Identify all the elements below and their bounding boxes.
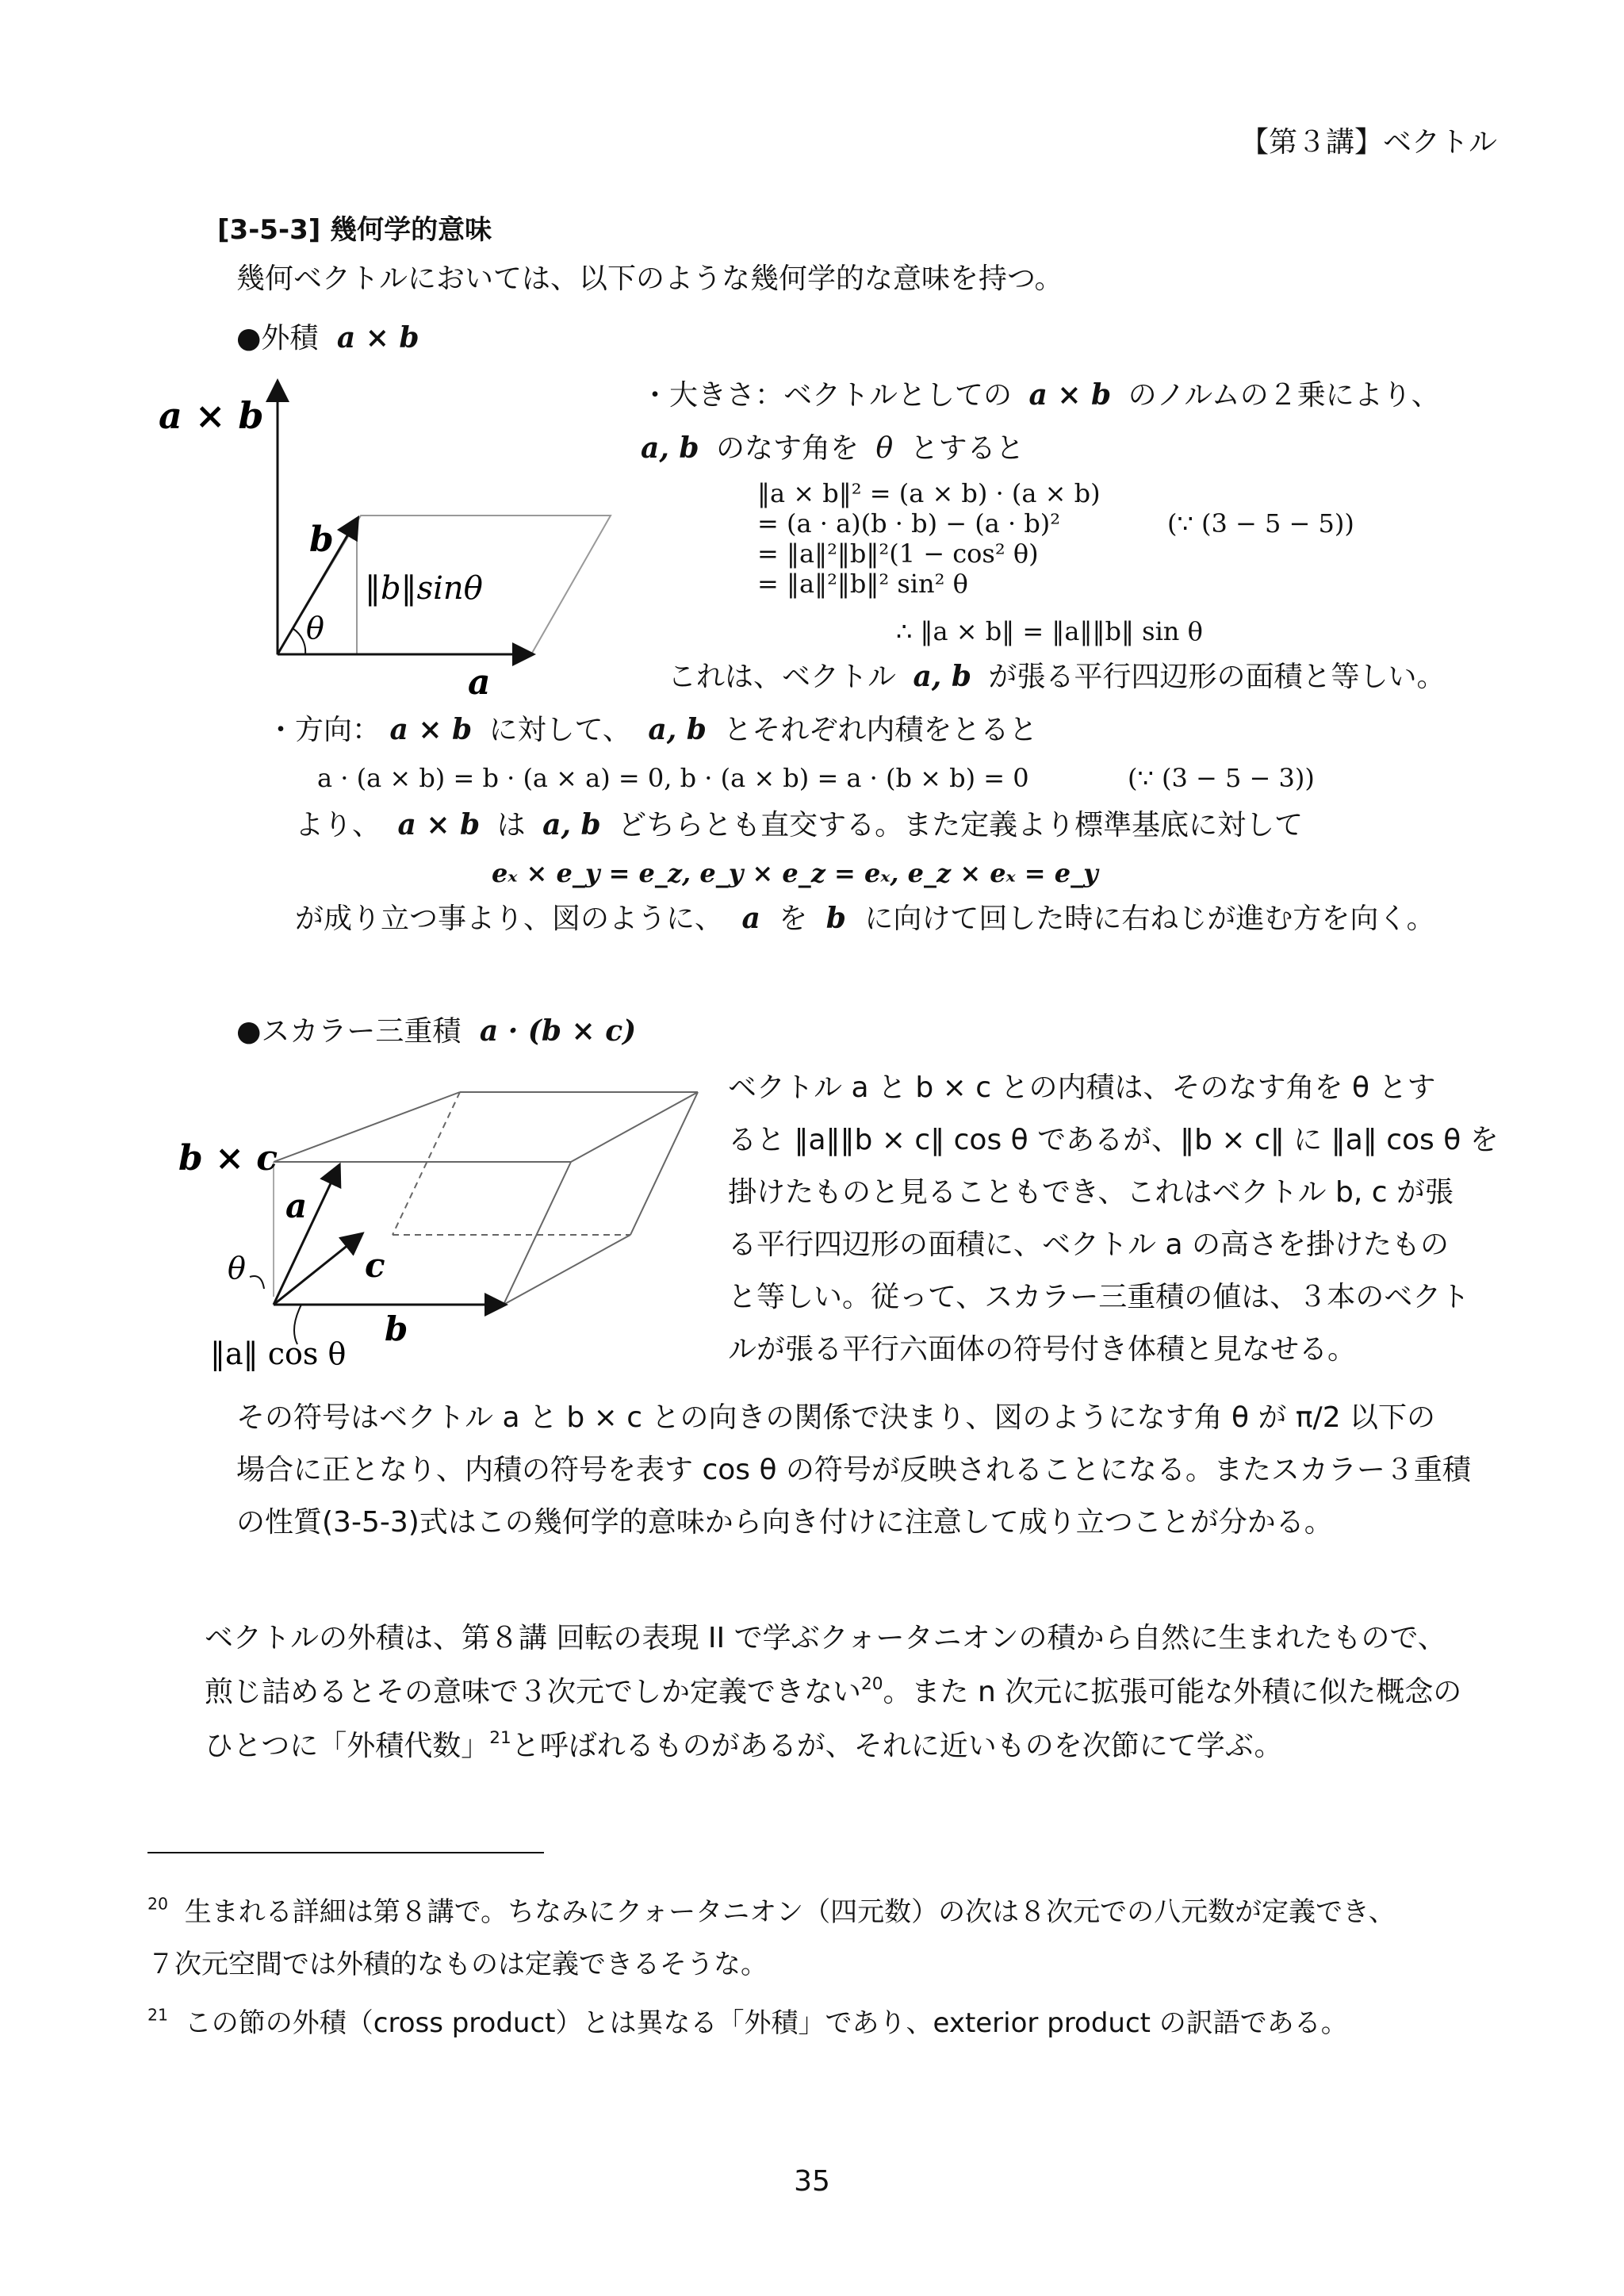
closing-l2-pre: 煎じ詰めるとその意味で３次元でしか定義できない xyxy=(205,1676,862,1708)
screw-b: b xyxy=(825,902,846,935)
triple-line-4: る平行四辺形の面積に、ベクトル a の高さを掛けたもの xyxy=(728,1228,1449,1261)
footnote-21-line-1: この節の外積（cross product）とは異なる「外積」であり、exterior product の訳語である。 xyxy=(184,2007,1348,2039)
orth-mid: は xyxy=(496,809,526,841)
triple-line-5: と等しい。従って、スカラー三重積の値は、３本のベクト xyxy=(728,1281,1470,1313)
fig-a-label: a xyxy=(468,662,491,703)
edge xyxy=(274,1092,460,1162)
closing-line-3 xyxy=(205,1727,1283,1762)
fig-theta-label: θ xyxy=(228,1251,246,1286)
area-pre: これは、ベクトル xyxy=(668,661,897,693)
fig-acos-label: ‖a‖ cos θ xyxy=(210,1336,347,1371)
basis-equation: eₓ × e_y = e_z, e_y × e_z = eₓ, e_z × eₓ = e_y xyxy=(492,858,1098,888)
angle-line xyxy=(641,432,1025,465)
triple-product-figure xyxy=(170,1091,710,1384)
area-post: が張る平行四辺形の面積と等しい。 xyxy=(988,661,1446,693)
screw-a: a xyxy=(741,902,760,935)
theta-pointer xyxy=(250,1276,264,1289)
dot-equation-ref: (∵ (3 − 5 − 3)) xyxy=(1128,763,1315,793)
fig-height-label: ‖b‖sinθ xyxy=(365,570,483,607)
cross-product-figure xyxy=(151,361,626,710)
fig-axb-label: a × b xyxy=(159,394,264,437)
dir-vars: a, b xyxy=(648,713,707,746)
fig-c-label: c xyxy=(365,1246,385,1285)
section-number: [3-5-3] xyxy=(217,214,321,246)
triple-bullet xyxy=(236,1015,636,1048)
orth-line xyxy=(295,809,1303,841)
eq-line-4: = ‖a‖²‖b‖² sin² θ xyxy=(757,569,968,599)
section-title: 幾何学的意味 xyxy=(330,214,492,246)
closing-line-2 xyxy=(205,1673,1462,1708)
fig-theta-label: θ xyxy=(306,611,324,646)
screw-wo: を xyxy=(779,903,808,935)
triple-line-3: 掛けたものと見ることもでき、これはベクトル b, c が張 xyxy=(728,1176,1454,1209)
sign-line-1: その符号はベクトル a と b × c との向きの関係で決まり、図のようになす角 θ が π/2 以下の xyxy=(236,1401,1436,1434)
chapter-header: 【第３講】ベクトル xyxy=(1239,126,1497,159)
intro-text: 幾何ベクトルにおいては、以下のような幾何学的な意味を持つ。 xyxy=(236,263,1063,295)
section-heading xyxy=(217,208,492,247)
orth-expr: a × b xyxy=(397,808,481,841)
eq-line-5: ∴ ‖a × b‖ = ‖a‖‖b‖ sin θ xyxy=(896,616,1203,646)
footnote-21-number: 21 xyxy=(147,2005,168,2025)
closing-l3-post: と呼ばれるものがあるが、それに近いものを次節にて学ぶ。 xyxy=(511,1730,1283,1762)
fig-bxc-label: b × c xyxy=(178,1138,278,1179)
cross-bullet xyxy=(236,322,419,355)
footnote-20-number: 20 xyxy=(147,1894,168,1914)
area-vars: a, b xyxy=(913,660,972,693)
footnote-21 xyxy=(147,2005,1348,2039)
angle-mid: のなす角を xyxy=(716,432,860,465)
footnote-20-line-2: ７次元空間では外積的なものは定義できるそうな。 xyxy=(147,1949,768,1980)
triple-bullet-expr: a · (b × c) xyxy=(479,1014,637,1048)
fig-a-label: a xyxy=(285,1186,308,1225)
eq-line-2-ref: (∵ (3 − 5 − 5)) xyxy=(1167,508,1354,539)
edge xyxy=(504,1235,630,1305)
triple-line-2: ると ‖a‖‖b × c‖ cos θ であるが、‖b × c‖ に ‖a‖ cos θ を xyxy=(728,1124,1499,1156)
fig-b-label: b xyxy=(385,1309,408,1348)
sign-line-3: の性質(3-5-3)式はこの幾何学的意味から向き付けに注意して成り立つことが分かる。 xyxy=(236,1506,1333,1539)
fig-b-label: b xyxy=(309,519,334,560)
eq-line-3: = ‖a‖²‖b‖²(1 − cos² θ) xyxy=(757,539,1039,569)
footnote-20-line-1: 生まれる詳細は第８講で。ちなみにクォータニオン（四元数）の次は８次元での八元数が定義でき、 xyxy=(184,1896,1396,1928)
angle-vars: a, b xyxy=(641,431,699,465)
dir-line xyxy=(266,714,1037,746)
eq-line-2: = (a · a)(b · b) − (a · b)² xyxy=(757,508,1061,539)
screw-line xyxy=(295,903,1435,935)
screw-pre: が成り立つ事より、図のように、 xyxy=(295,903,724,935)
dir-pre: ・方向： xyxy=(266,714,381,746)
screw-post: に向けて回した時に右ねじが進む方を向く。 xyxy=(864,903,1435,935)
area-line xyxy=(668,661,1446,693)
orth-pre: より、 xyxy=(295,809,381,841)
angle-theta: θ xyxy=(875,432,894,465)
closing-l2-post: 。また n 次元に拡張可能な外積に似た概念の xyxy=(883,1676,1462,1708)
mag-post: のノルムの２乗により、 xyxy=(1128,379,1440,412)
footnote-divider xyxy=(147,1852,544,1853)
footnote-ref-20[interactable]: 20 xyxy=(861,1673,883,1694)
edge xyxy=(571,1092,698,1162)
footnote-20 xyxy=(147,1894,1396,1928)
c-vector xyxy=(274,1235,361,1305)
eq-line-1: ‖a × b‖² = (a × b) · (a × b) xyxy=(757,478,1101,508)
mag-line xyxy=(641,379,1440,412)
mag-expr: a × b xyxy=(1028,378,1112,412)
orth-vars: a, b xyxy=(542,808,601,841)
closing-l3-pre: ひとつに「外積代数」 xyxy=(205,1730,490,1762)
page-number: 35 xyxy=(794,2165,830,2198)
cross-bullet-expr: a × b xyxy=(336,321,419,355)
triple-line-6: ルが張る平行六面体の符号付き体積と見なせる。 xyxy=(728,1333,1357,1366)
mag-pre: ・大きさ：ベクトルとしての xyxy=(641,379,1013,412)
edge xyxy=(630,1092,698,1235)
dir-post: とそれぞれ内積をとると xyxy=(723,714,1038,746)
triple-bullet-label: ●スカラー三重積 xyxy=(236,1015,462,1048)
angle-post: とすると xyxy=(910,432,1025,465)
angle-arc xyxy=(293,629,305,654)
footnote-ref-21[interactable]: 21 xyxy=(489,1727,511,1748)
dir-mid: に対して、 xyxy=(488,714,631,746)
sign-line-2: 場合に正となり、内積の符号を表す cos θ の符号が反映されることになる。またスカラー３重積 xyxy=(236,1454,1471,1486)
dot-equation: a · (a × b) = b · (a × a) = 0, b · (a × b) = a · (b × b) = 0 xyxy=(317,763,1029,793)
dir-expr: a × b xyxy=(389,713,473,746)
orth-post: どちらとも直交する。また定義より標準基底に対して xyxy=(618,809,1304,841)
edge xyxy=(504,1162,571,1305)
cross-bullet-label: ●外積 xyxy=(236,322,319,355)
triple-line-1: ベクトル a と b × c との内積は、そのなす角を θ とす xyxy=(728,1071,1436,1104)
closing-line-1: ベクトルの外積は、第８講 回転の表現 II で学ぶクォータニオンの積から自然に生まれたもので、 xyxy=(205,1622,1446,1654)
